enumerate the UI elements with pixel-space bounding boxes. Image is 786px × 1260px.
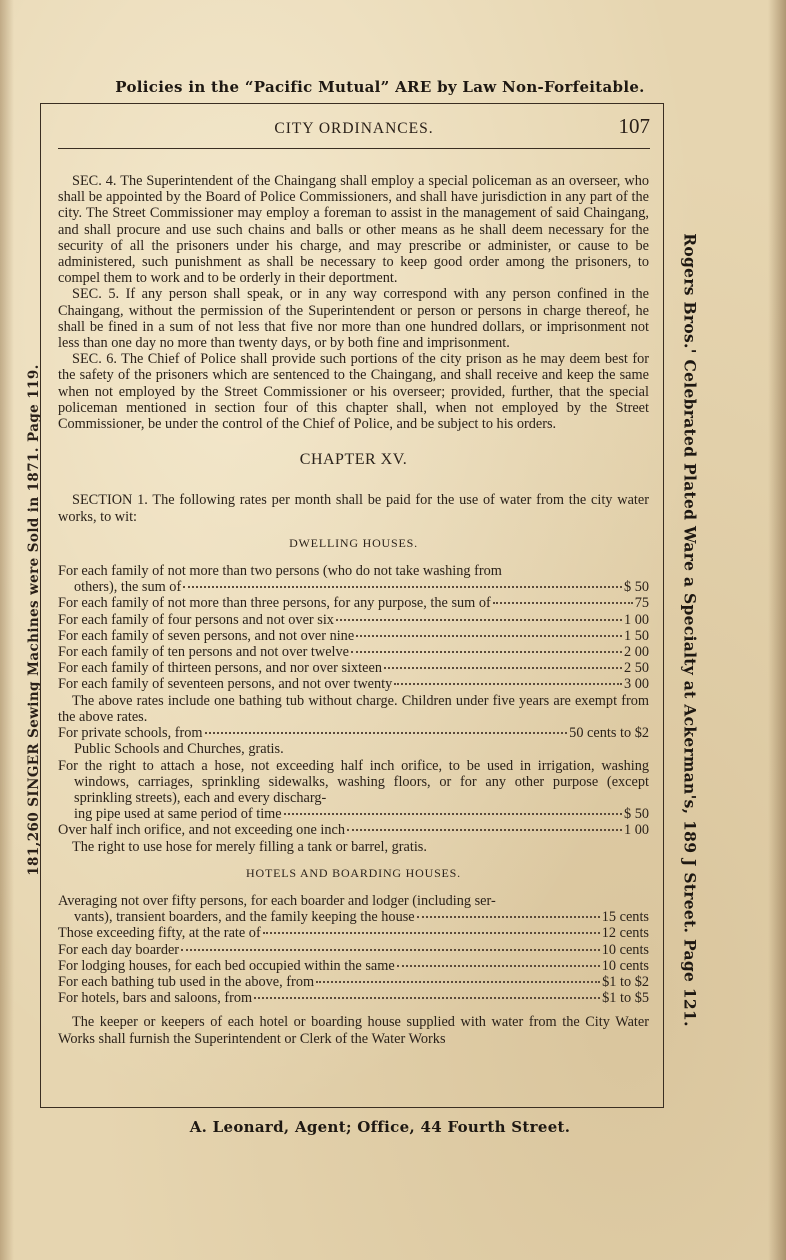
section-1-intro: SECTION 1. The following rates per month shall be paid for the use of water from the city water works, to wit: bbox=[58, 492, 649, 525]
rate-value: 15 cents bbox=[601, 909, 649, 926]
hose-rate bbox=[58, 806, 649, 822]
rate-row bbox=[58, 990, 649, 1006]
rate-label: For lodging houses, for each bed occupied within the same bbox=[58, 957, 395, 974]
rate-row bbox=[58, 644, 649, 660]
rate-value: $1 to $2 bbox=[602, 973, 649, 990]
half-inch-rate bbox=[58, 822, 649, 838]
rate-row bbox=[58, 958, 649, 974]
leader-dots bbox=[397, 965, 600, 967]
rate-value: 50 cents to $2 bbox=[569, 725, 649, 742]
rate-row bbox=[58, 660, 649, 676]
section-4: SEC. 4. The Superintendent of the Chaingang shall employ a special policeman as an overseer, who shall be appointed by the Board of Police Commissioners, and shall have jurisdiction in any part of the city. The Street Commissioner may employ a foreman to assist in the management of said Chaingang, and shall procure and use such chains and balls or other means as he shall deem necessary for the security of all the prisoners under his charge, and may prescribe or administer, or cause to be administered, such punishment as shall be necessary to keep good order among the prisoners, to compel them to work and to be orderly in their deportment. bbox=[58, 173, 649, 287]
rate-value: $1 to $5 bbox=[602, 990, 649, 1007]
leader-dots bbox=[183, 586, 622, 588]
left-margin-text: 181,260 SINGER Sewing Machines were Sold in 1871. Page 119. bbox=[26, 364, 42, 876]
dwelling-first-line: For each family of not more than two persons (who do not take washing from bbox=[58, 563, 502, 580]
rate-row bbox=[58, 595, 649, 611]
right-margin-advertisement bbox=[655, 215, 725, 1045]
rate-value: 2 00 bbox=[623, 644, 649, 661]
rate-value: 1 00 bbox=[623, 611, 649, 628]
rate-value: 12 cents bbox=[601, 925, 649, 942]
leader-dots bbox=[336, 619, 622, 621]
top-advertisement: Policies in the “Pacific Mutual” ARE by Law Non-Forfeitable. bbox=[115, 78, 645, 96]
bathing-tub-note: The above rates include one bathing tub without charge. Children under five years are exempt from the above rates. bbox=[58, 692, 649, 725]
rate-value: 10 cents bbox=[601, 957, 649, 974]
leader-dots bbox=[316, 981, 600, 983]
dwelling-rates-list bbox=[58, 579, 649, 692]
rate-value: 1 50 bbox=[623, 627, 649, 644]
dwelling-houses-heading: DWELLING HOUSES. bbox=[289, 535, 418, 550]
rate-value: 2 50 bbox=[623, 660, 649, 677]
leader-dots bbox=[356, 635, 622, 637]
rate-row bbox=[58, 974, 649, 990]
rate-row bbox=[58, 628, 649, 644]
rate-value: $ 50 bbox=[623, 579, 649, 596]
leader-dots bbox=[493, 602, 633, 604]
leader-dots bbox=[284, 813, 622, 815]
rate-value: 1 00 bbox=[623, 822, 649, 839]
rate-label: Over half inch orifice, and not exceeding one inch bbox=[58, 822, 346, 839]
leader-dots bbox=[181, 949, 600, 951]
rate-label: ing pipe used at same period of time bbox=[74, 806, 282, 823]
rate-row bbox=[58, 676, 649, 692]
rate-label: For each family of seven persons, and not over nine bbox=[58, 627, 355, 644]
rate-label: For each bathing tub used in the above, from bbox=[58, 973, 315, 990]
rate-value: 3 00 bbox=[623, 676, 649, 693]
section-6: SEC. 6. The Chief of Police shall provide such portions of the city prison as he may deem best for the safety of the prisoners which are sentenced to the Chaingang, and shall receive and keep the same when not employed by the Street Commissioner or his overseer; provided, further, that the special policeman mentioned in section four of this chapter shall, when not employed by the Street Commissioner, be under the control of the Chief of Police, and be subject to his orders. bbox=[58, 351, 649, 433]
leader-dots bbox=[384, 667, 622, 669]
chapter-heading: CHAPTER XV. bbox=[299, 451, 408, 469]
leader-dots bbox=[417, 916, 600, 918]
page-content bbox=[58, 173, 649, 1047]
rate-row bbox=[58, 909, 649, 925]
rate-label: For each family of not more than three persons, for any purpose, the sum of bbox=[58, 595, 491, 612]
rate-value: 10 cents bbox=[601, 941, 649, 958]
bottom-advertisement: A. Leonard, Agent; Office, 44 Fourth Street. bbox=[189, 1118, 571, 1136]
rate-label: others), the sum of bbox=[74, 579, 182, 596]
leader-dots bbox=[254, 997, 600, 999]
leader-dots bbox=[347, 829, 622, 831]
page-number: 107 bbox=[618, 114, 650, 138]
rate-row bbox=[58, 925, 649, 941]
rate-value: 75 bbox=[634, 595, 649, 612]
hotels-closing: The keeper or keepers of each hotel or boarding house supplied with water from the City Water Works shall furnish the Superintendent or Clerk of the Water Works bbox=[58, 1014, 649, 1047]
page-edge-right bbox=[768, 0, 786, 1260]
leader-dots bbox=[394, 683, 622, 685]
header-rule bbox=[58, 148, 650, 149]
rate-label: For each day boarder bbox=[58, 941, 180, 958]
rate-value: $ 50 bbox=[623, 806, 649, 823]
leader-dots bbox=[205, 732, 568, 734]
leader-dots bbox=[263, 932, 600, 934]
rate-label: For each family of four persons and not over six bbox=[58, 611, 334, 628]
rate-label: Those exceeding fifty, at the rate of bbox=[58, 925, 261, 942]
private-schools-rate bbox=[58, 725, 649, 741]
tank-note: The right to use hose for merely filling a tank or barrel, gratis. bbox=[72, 838, 427, 855]
rate-row bbox=[58, 942, 649, 958]
rate-label: For private schools, from bbox=[58, 725, 203, 742]
hose-rule: For the right to attach a hose, not exceeding half inch orifice, to be used in irrigation, washing windows, carriages, sprinkling sidewalks, washing floors, or for any other purpose (except sprinkling streets), each and every discharg- bbox=[58, 757, 649, 806]
rate-label: vants), transient boarders, and the family keeping the house bbox=[74, 909, 415, 926]
spacer bbox=[58, 1006, 649, 1014]
rate-label: For hotels, bars and saloons, from bbox=[58, 990, 253, 1007]
rate-label: For each family of seventeen persons, and not over twenty bbox=[58, 676, 393, 693]
rate-row bbox=[58, 579, 649, 595]
rate-row bbox=[58, 612, 649, 628]
leader-dots bbox=[351, 651, 622, 653]
right-margin-text: Rogers Bros.' Celebrated Plated Ware a Specialty at Ackerman's, 189 J Street. Page 121. bbox=[680, 233, 700, 1027]
section-5: SEC. 5. If any person shall speak, or in any way correspond with any person confined in the Chaingang, without the permission of the Superintendent or person or persons in charge thereof, he shall be fined in a sum of not less that five nor more than one hundred dollars, or imprisonment not less than one day no more than twenty days, or by both fine and imprisonment. bbox=[58, 286, 649, 352]
page-title: CITY ORDINANCES. bbox=[274, 120, 434, 137]
public-schools-note: Public Schools and Churches, gratis. bbox=[74, 741, 284, 758]
hotels-first-line: Averaging not over fifty persons, for each boarder and lodger (including ser- bbox=[58, 892, 496, 909]
running-header bbox=[58, 116, 650, 146]
rate-label: For each family of thirteen persons, and nor over sixteen bbox=[58, 660, 382, 677]
hotel-rates-list bbox=[58, 909, 649, 1006]
rate-label: For each family of ten persons and not over twelve bbox=[58, 644, 350, 661]
hotels-heading: HOTELS AND BOARDING HOUSES. bbox=[246, 865, 461, 880]
